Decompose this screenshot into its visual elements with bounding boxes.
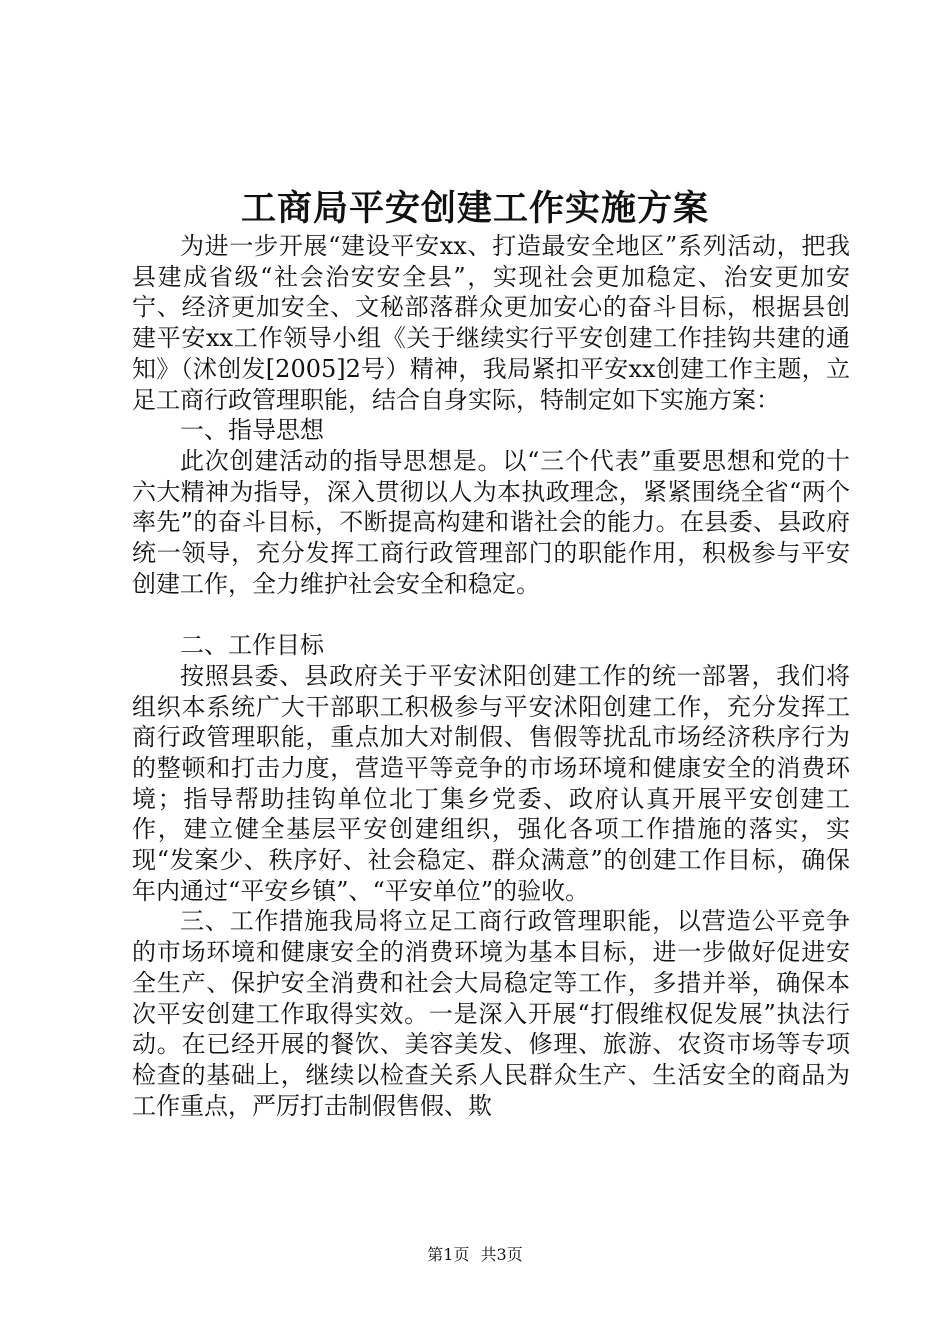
work-measures-paragraph: 三、工作措施我局将立足工商行政管理职能，以营造公平竞争的市场环境和健康安全的消费环境为基本目标，进一步做好促进安全生产、保护安全消费和社会大局稳定等工作，多措并举，确保本次平安创建工作取得实效。一是深入开展“打假维权促发展”执法行动。在已经开展的餐饮、美容美发、修理、旅游、农资市场等专项检查的基础上，继续以检查关系人民群众生产、生活安全的商品为工作重点，严厉打击制假售假、欺: [132, 907, 850, 1120]
document-body: [132, 231, 850, 1121]
page-total: 共3页: [480, 1245, 523, 1264]
work-goals-paragraph: 按照县委、县政府关于平安沭阳创建工作的统一部署，我们将组织本系统广大干部职工积极参与平安沭阳创建工作，充分发挥工商行政管理职能，重点加大对制假、售假等扰乱市场经济秩序行为的整顿和打击力度，营造平等竞争的市场环境和健康安全的消费环境；指导帮助挂钩单位北丁集乡党委、政府认真开展平安创建工作，建立健全基层平安创建组织，强化各项工作措施的落实，实现“发案少、秩序好、社会稳定、群众满意”的创建工作目标，确保年内通过“平安乡镇”、“平安单位”的验收。: [132, 661, 850, 905]
page-footer: [0, 1243, 950, 1267]
document-title: 工商局平安创建工作实施方案: [240, 188, 709, 229]
page-number: 第1页: [427, 1245, 470, 1264]
intro-paragraph: 为进一步开展“建设平安xx、打造最安全地区”系列活动，把我县建成省级“社会治安安全县”，实现社会更加稳定、治安更加安宁、经济更加安全、文秘部落群众更加安心的奋斗目标，根据县创建平安xx工作领导小组《关于继续实行平安创建工作挂钩共建的通知》（沭创发[2005]2号）精神，我局紧扣平安xx创建工作主题，立足工商行政管理职能，结合自身实际，特制定如下实施方案：: [132, 232, 850, 414]
guiding-ideology-paragraph: 此次创建活动的指导思想是。以“三个代表”重要思想和党的十六大精神为指导，深入贯彻以人为本执政理念，紧紧围绕全省“两个率先”的奋斗目标，不断提高构建和谐社会的能力。在县委、县政府统一领导，充分发挥工商行政管理部门的职能作用，积极参与平安创建工作，全力维护社会安全和稳定。: [132, 446, 850, 598]
section-heading-guiding-ideology: 一、指导思想: [180, 416, 324, 445]
section-heading-work-goals: 二、工作目标: [180, 631, 324, 660]
